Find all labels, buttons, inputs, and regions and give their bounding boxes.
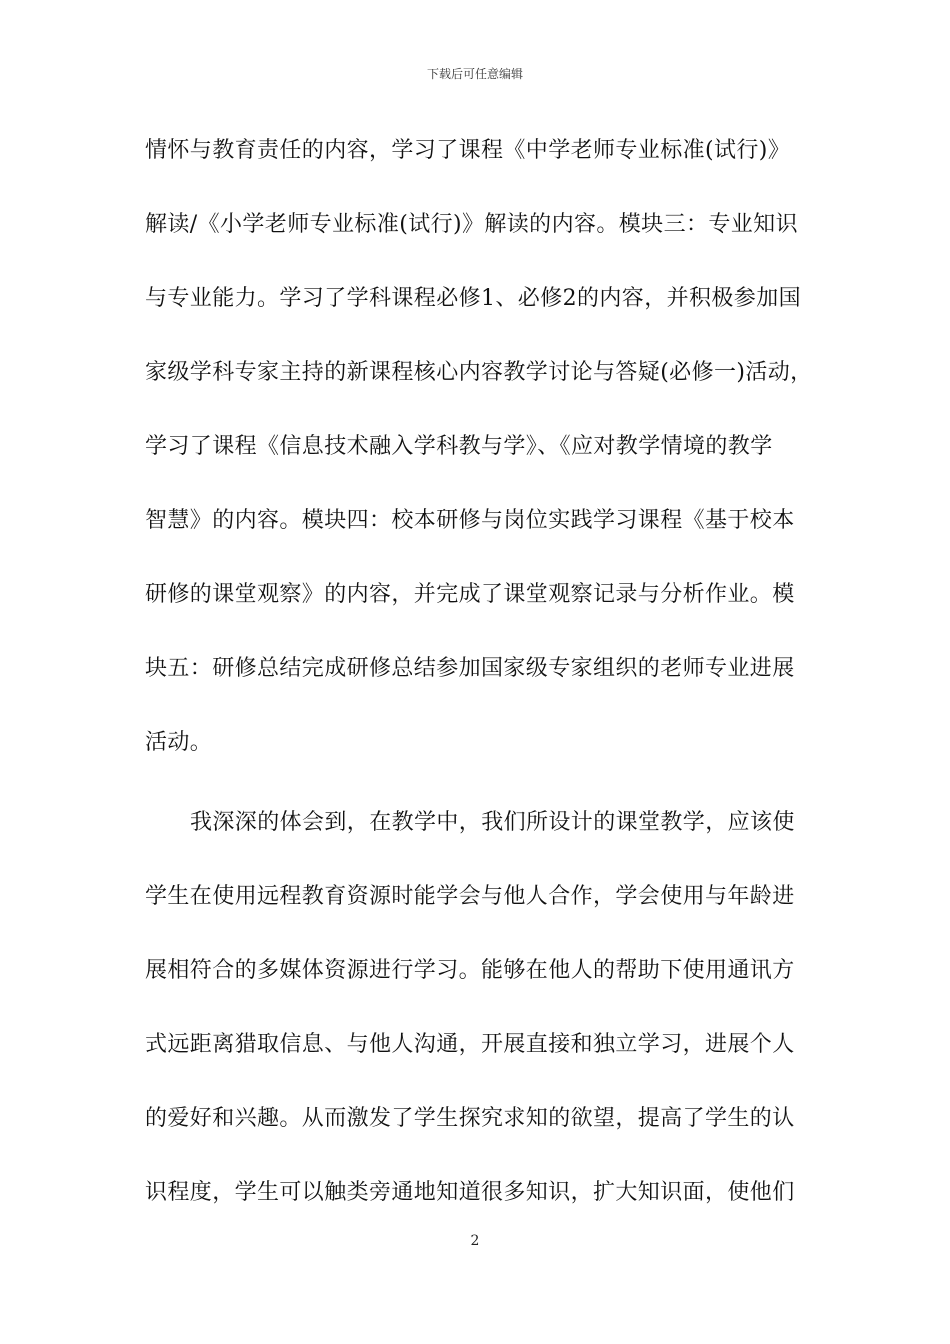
page-header: 下载后可任意编辑 — [426, 67, 523, 81]
text-line: 活动。 — [145, 730, 213, 755]
text-line: 智慧》的内容。模块四：校本研修与岗位实践学习课程《基于校本 — [145, 508, 795, 533]
text-line: 与专业能力。学习了学科课程必修1、必修2的内容，并积极参加国 — [145, 286, 801, 311]
text-line: 解读/《小学老师专业标准(试行)》解读的内容。模块三：专业知识 — [145, 212, 798, 237]
text-line: 识程度，学生可以触类旁通地知道很多知识，扩大知识面，使他们 — [145, 1180, 795, 1205]
text-line: 展相符合的多媒体资源进行学习。能够在他人的帮助下使用通讯方 — [145, 958, 795, 983]
text-line: 学生在使用远程教育资源时能学会与他人合作，学会使用与年龄进 — [145, 884, 795, 909]
text-line: 学习了课程《信息技术融入学科教与学》、《应对教学情境的教学 — [145, 434, 773, 459]
page-number: 2 — [470, 1233, 480, 1249]
text-line: 的爱好和兴趣。从而激发了学生探究求知的欲望，提高了学生的认 — [145, 1106, 795, 1131]
text-line: 块五：研修总结完成研修总结参加国家级专家组织的老师专业进展 — [145, 656, 795, 681]
text-line: 我深深的体会到，在教学中，我们所设计的课堂教学，应该使 — [190, 810, 795, 835]
text-line: 研修的课堂观察》的内容，并完成了课堂观察记录与分析作业。模 — [145, 582, 795, 607]
text-line: 式远距离猎取信息、与他人沟通，开展直接和独立学习，进展个人 — [145, 1032, 795, 1057]
text-line: 情怀与教育责任的内容，学习了课程《中学老师专业标准(试行)》 — [145, 138, 791, 163]
text-line: 家级学科专家主持的新课程核心内容教学讨论与答疑(必修一)活动， — [145, 360, 813, 385]
